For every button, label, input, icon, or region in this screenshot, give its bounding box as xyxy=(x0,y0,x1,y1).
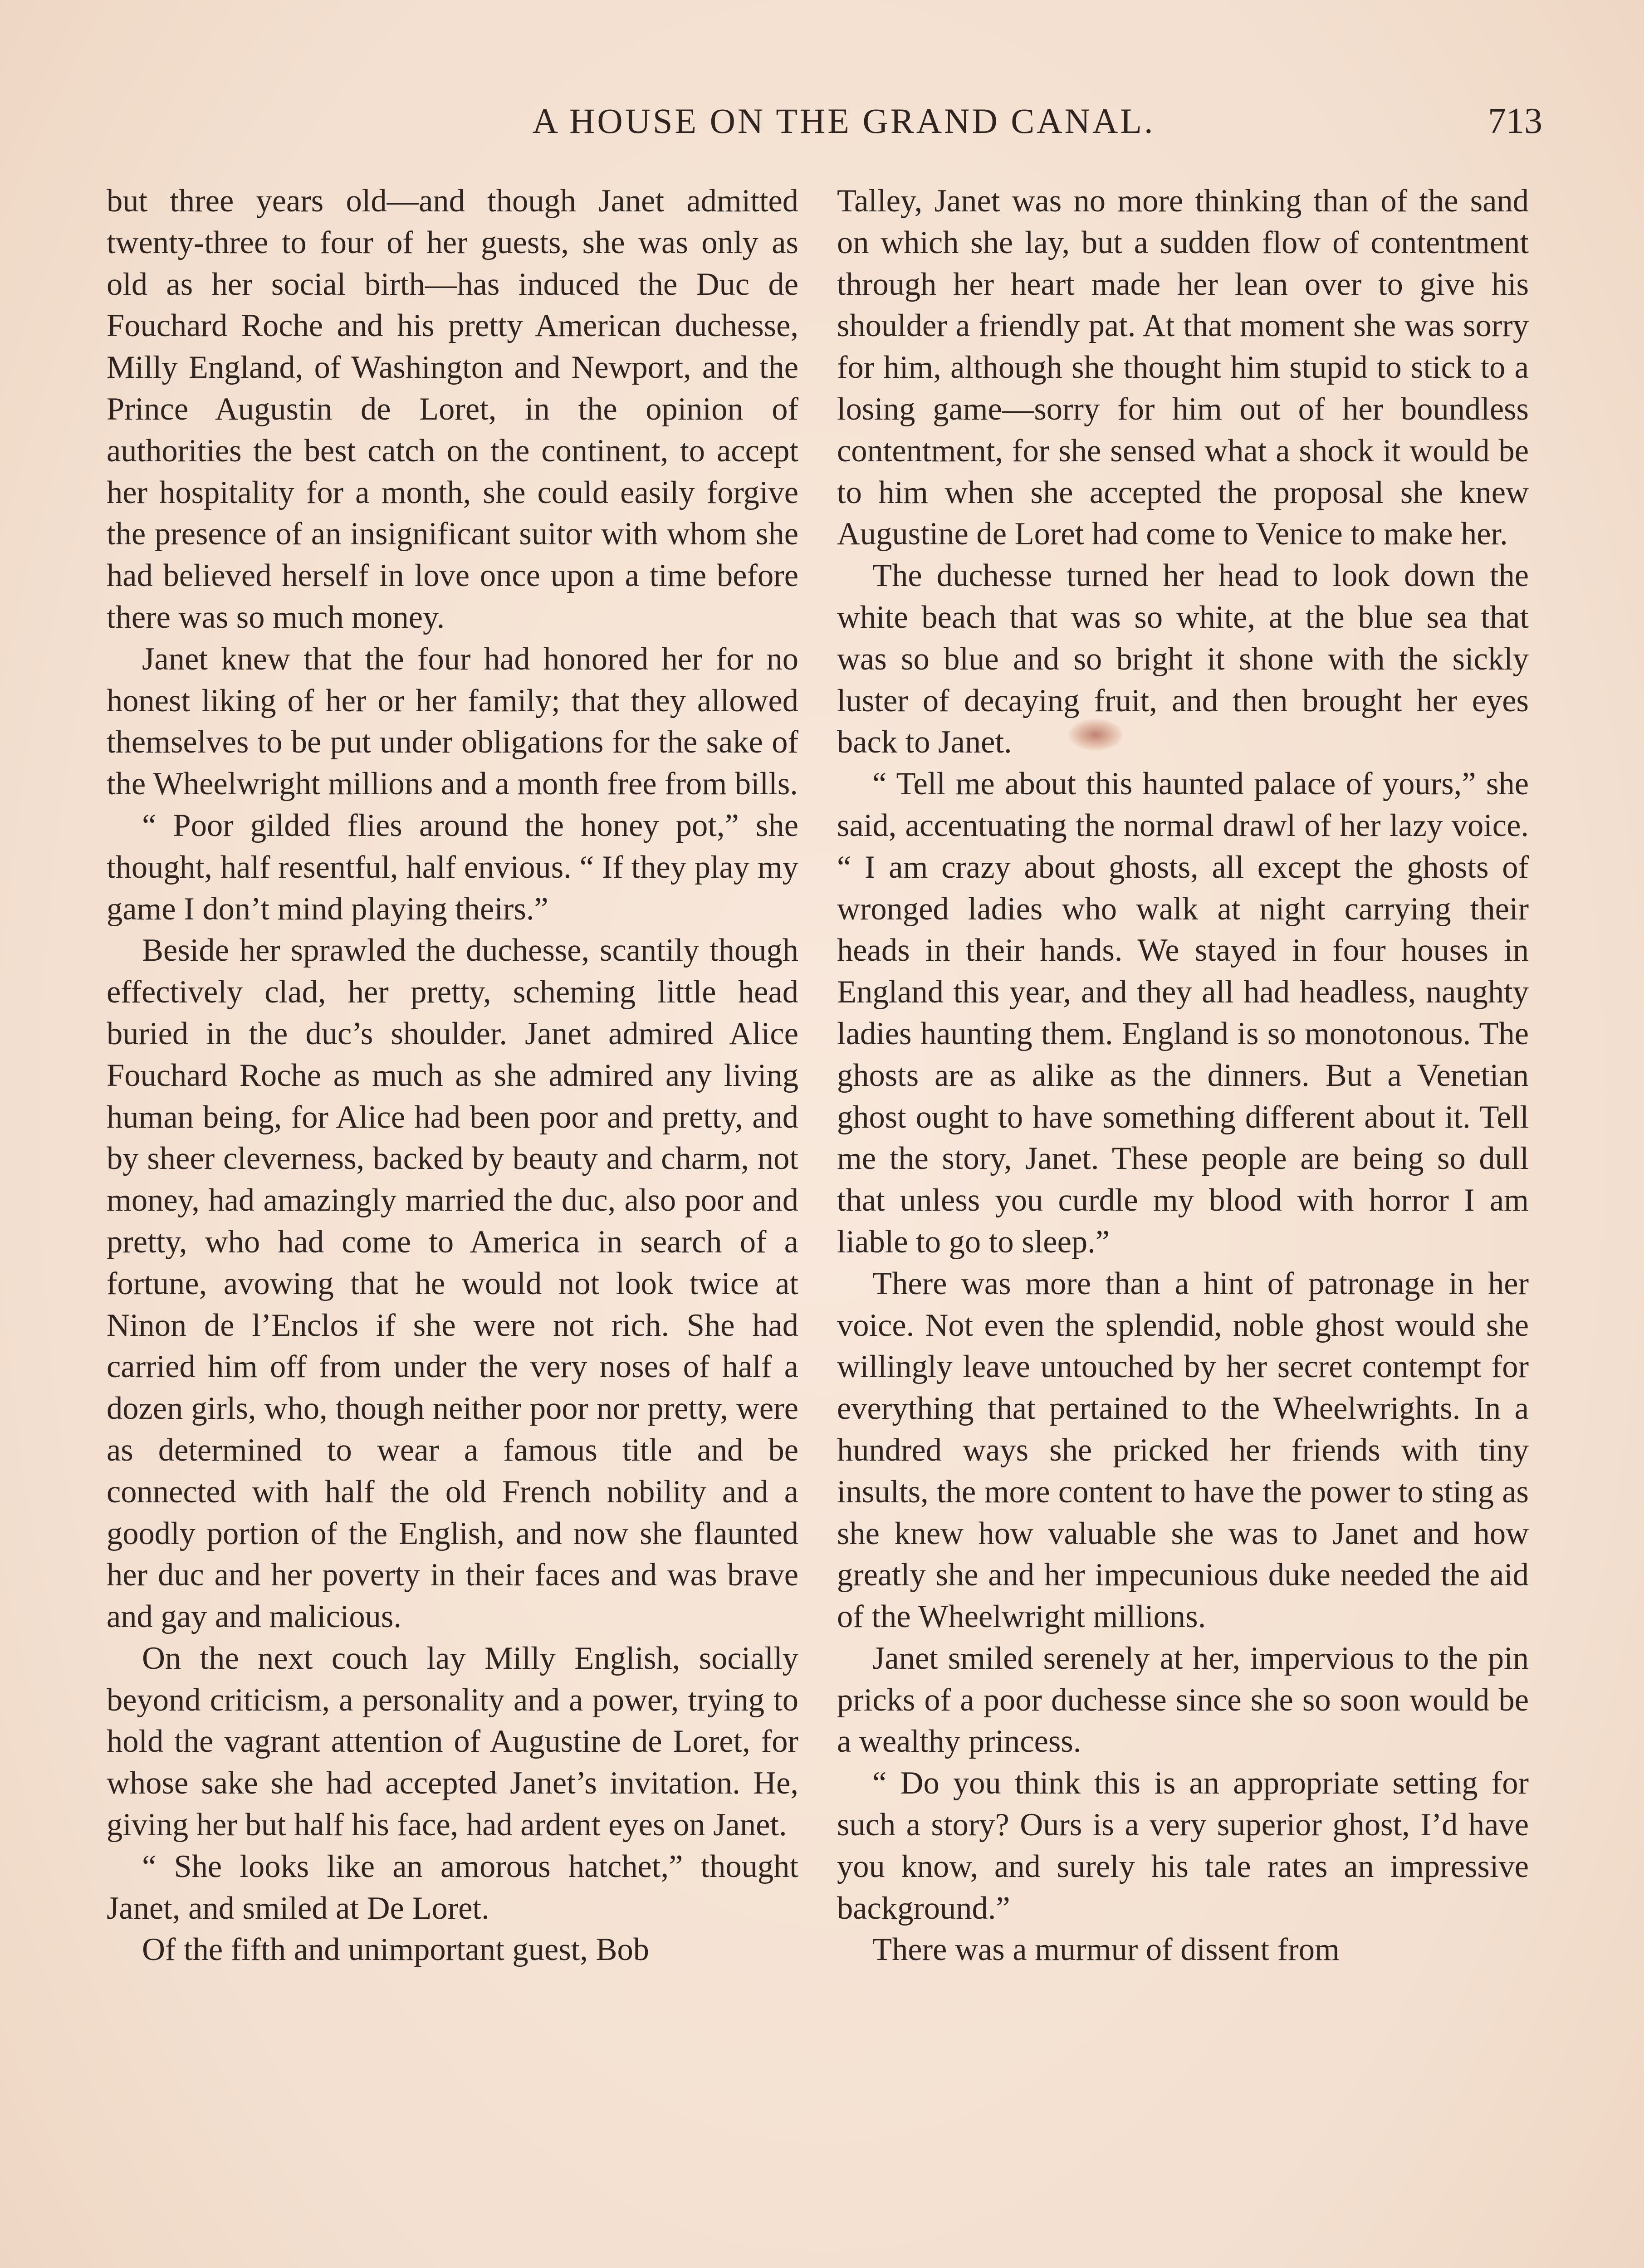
running-title: A HOUSE ON THE GRAND CANAL. xyxy=(532,101,1155,141)
paragraph: “ She looks like an amorous hatchet,” thought Janet, and smiled at De Loret. xyxy=(107,1848,798,1926)
running-head xyxy=(458,96,1542,146)
paragraph: but three years old—and though Janet admitted twenty-three to four of her guests, she was only as old as her social birth—has induced the Duc de Fouchard Roche and his pretty American duchesse, Milly England, of Washington and Newport, and the Prince Augustin de Loret, in the opinion of authorities the best catch on the continent, to accept her hospitality for a month, she could easily forgive the presence of an insignificant suitor with whom she had believed herself in love once upon a time before there was so much money. xyxy=(107,183,798,635)
paper-stain xyxy=(1068,719,1123,751)
page-number: 713 xyxy=(1488,101,1542,141)
paragraph: There was more than a hint of patronage in her voice. Not even the splendid, noble ghost would she willingly leave untouched by her secret contempt for everything that pertained to the Wheelwrights. In a hundred ways she pricked her friends with tiny insults, the more content to have the power to sting as she knew how valuable she was to Janet and how greatly she and her impecunious duke needed the aid of the Wheelwright millions. xyxy=(837,1266,1529,1635)
paragraph: Janet knew that the four had honored her for no honest liking of her or her family; that they allowed themselves to be put under obligations for the sake of the Wheelwright millions and a month free from bills. xyxy=(107,641,798,802)
paragraph: “ Poor gilded flies around the honey pot,” she thought, half resentful, half envious. “ If they play my game I don’t mind playing theirs.” xyxy=(107,807,798,927)
right-column xyxy=(837,181,1529,1971)
paragraph: There was a murmur of dissent from xyxy=(872,1932,1340,1968)
left-column xyxy=(107,181,798,1971)
paragraph: “ Tell me about this haunted palace of yours,” she said, accentuating the normal drawl of her lazy voice. “ I am crazy about ghosts, all except the ghosts of wronged ladies who walk at night carrying their heads in their hands. We stayed in four houses in England this year, and they all had headless, naughty ladies haunting them. England is so monotonous. The ghosts are as alike as the dinners. But a Venetian ghost ought to have something different about it. Tell me the story, Janet. These people are being so dull that unless you curdle my blood with horror I am liable to go to sleep.” xyxy=(837,766,1529,1260)
paragraph: Beside her sprawled the duchesse, scantily though effectively clad, her pretty, scheming little head buried in the duc’s shoulder. Janet admired Alice Fouchard Roche as much as she admired any living human being, for Alice had been poor and pretty, and by sheer cleverness, backed by beauty and charm, not money, had amazingly married the duc, also poor and pretty, who had come to America in search of a fortune, avowing that he would not look twice at Ninon de l’Enclos if she were not rich. She had carried him off from under the very noses of half a dozen girls, who, though neither poor nor pretty, were as determined to wear a famous title and be connected with half the old French nobility and a goodly portion of the English, and now she flaunted her duc and her poverty in their faces and was brave and gay and malicious. xyxy=(107,933,798,1635)
paragraph: Janet smiled serenely at her, impervious to the pin pricks of a poor duchesse since she so soon would be a wealthy princess. xyxy=(837,1640,1529,1760)
paragraph: “ Do you think this is an appropriate setting for such a story? Ours is a very superior ghost, I’d have you know, and surely his tale rates an impressive background.” xyxy=(837,1765,1529,1926)
paragraph: The duchesse turned her head to look down the white beach that was so white, at the blue sea that was so blue and so bright it shone with the sickly luster of decaying fruit, and then brought her eyes back to Janet. xyxy=(837,558,1529,760)
paragraph: Talley, Janet was no more thinking than of the sand on which she lay, but a sudden flow of contentment through her heart made her lean over to give his shoulder a friendly pat. At that moment she was sorry for him, although she thought him stupid to stick to a losing game—sorry for him out of her boundless contentment, for she sensed what a shock it would be to him when she accepted the proposal she knew Augustine de Loret had come to Venice to make her. xyxy=(837,183,1529,552)
paragraph: On the next couch lay Milly English, socially beyond criticism, a personality and a power, trying to hold the vagrant attention of Augustine de Loret, for whose sake she had accepted Janet’s invitation. He, giving her but half his face, had ardent eyes on Janet. xyxy=(107,1640,798,1843)
paragraph: Of the fifth and unimportant guest, Bob xyxy=(142,1932,650,1968)
